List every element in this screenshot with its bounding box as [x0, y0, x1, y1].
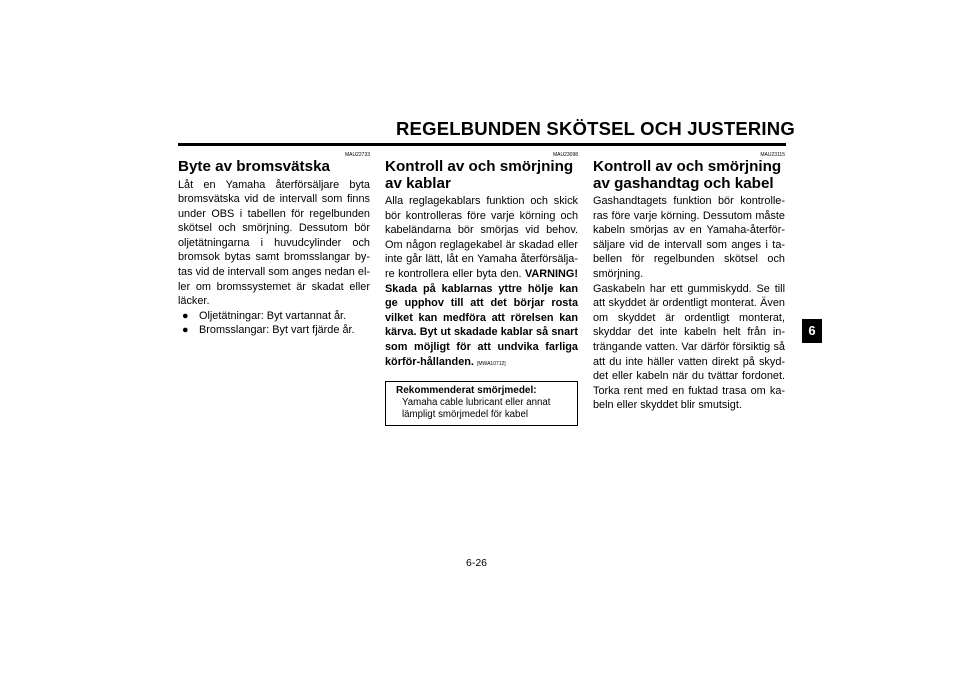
bullet-list: [178, 309, 370, 338]
list-item-text: Bromsslangar: Byt vart fjärde år.: [199, 324, 355, 337]
section-cables: [385, 151, 578, 426]
section-body: Gashandtagets funktion bör kontrolle-ras före varje körning. Dessutom måste kabeln smörjas av en Yamaha-återför-säljare vid de intervall som anges i ta-bellen för regelbunden skötsel och smörjning.: [593, 195, 785, 280]
section-code: MAU23098: [552, 152, 578, 158]
section-body: Gaskabeln har ett gummiskydd. Se till att skyddet är ordentligt monterat. Även om skyddet är ordentligt monterat, skyddar det inte kabeln helt från in-trängande vatten. Var därför försiktig så att du inte häller vatten direkt på skyd-det eller kabeln när du tvättar fordonet. Torka rent med en fuktad trasa om ka-beln eller skyddet blir smutsigt.: [593, 282, 785, 412]
section-brake-fluid: [178, 151, 370, 338]
header-rule: [178, 143, 786, 146]
section-body: [385, 194, 578, 371]
section-code: MAU23115: [760, 152, 785, 158]
chapter-tab: 6: [802, 319, 822, 343]
section-body: Låt en Yamaha återförsäljare byta bromsvätska vid de intervall som finns under OBS i tabellen för regelbunden skötsel och smörjning. Dessutom bör oljetätningarna i huvudcylinder och bromsok bytas samt bromsslangar by-tas vid de intervall som anges nedan el-ler om bromssystemet är skadat eller läcker.: [178, 178, 370, 308]
bullet-icon: ●: [182, 324, 189, 337]
body-text: Alla reglagekablars funktion och skick bör kontrolleras före varje körning och kabeländarna bör smörjas vid behov. Om någon reglagekabel är skadad eller inte går lätt, låt en Yamaha återförsälja-re kontrollera eller byta den.: [385, 195, 578, 280]
page-number: 6-26: [466, 557, 488, 569]
lubricant-box-title: Rekommenderat smörjmedel:: [396, 385, 537, 397]
warning-label: VARNING!: [524, 267, 579, 280]
section-code: MAU22733: [344, 152, 370, 158]
section-heading: Kontroll av och smörjning av gashandtag och kabel: [593, 158, 782, 192]
warning-text: Skada på kablarnas yttre hölje kan ge upphov till att det börjar rosta vilket kan medföra att rörelsen kan kärva. Byt ut skadade kablar så snart som möjligt för att undvika farliga körför-hållanden.: [385, 282, 578, 368]
lubricant-box: [385, 381, 578, 426]
list-item-text: Oljetätningar: Byt vartannat år.: [199, 309, 347, 322]
section-throttle: [593, 151, 785, 413]
bullet-icon: ●: [182, 309, 189, 322]
section-heading: Kontroll av och smörjning av kablar: [385, 158, 574, 192]
list-item: [182, 309, 370, 324]
section-heading: Byte av bromsvätska: [178, 158, 330, 175]
page-header-title: REGELBUNDEN SKÖTSEL OCH JUSTERING: [396, 118, 795, 139]
lubricant-box-body: Yamaha cable lubricant eller annat lämpligt smörjmedel för kabel: [402, 397, 551, 421]
list-item: [182, 323, 370, 338]
warning-code: [MWA10712]: [476, 360, 506, 367]
